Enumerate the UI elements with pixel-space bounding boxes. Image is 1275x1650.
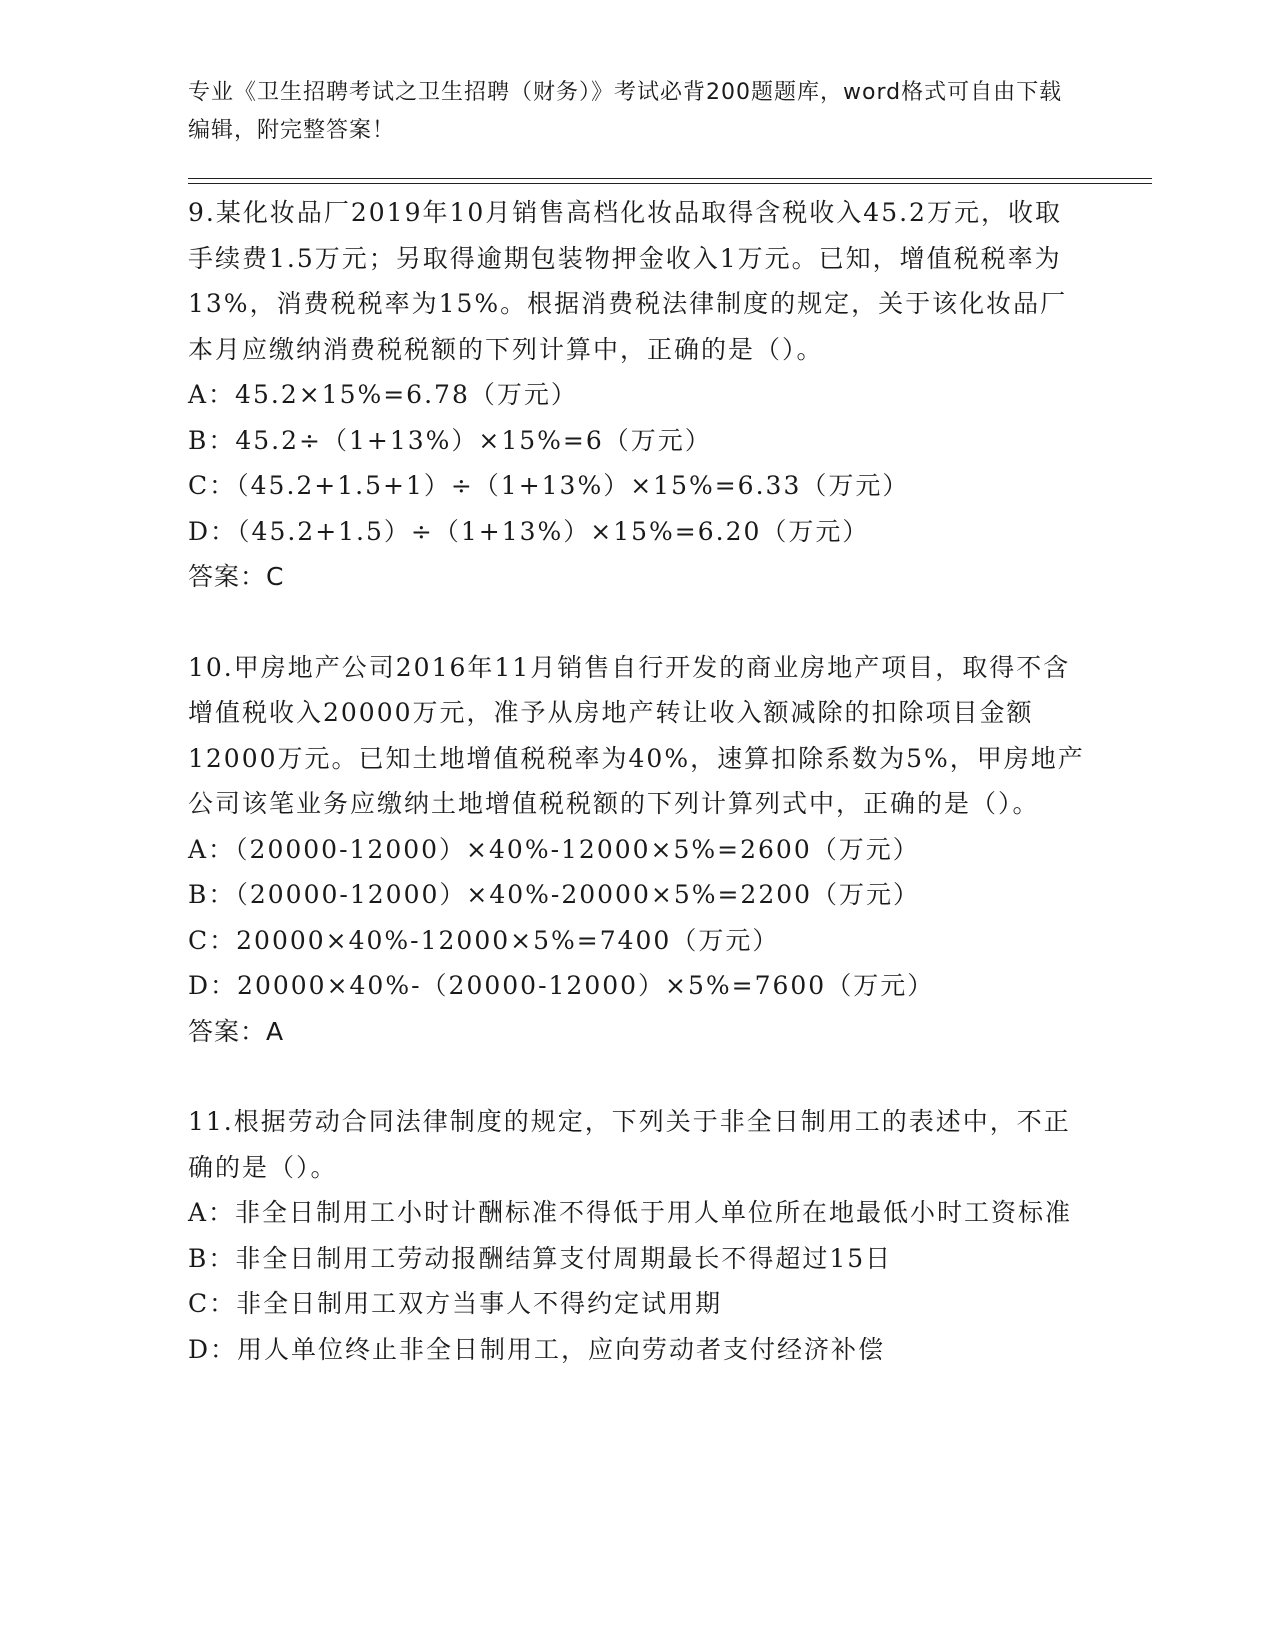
option-c: C：20000×40%-12000×5%=7400（万元） — [188, 925, 780, 955]
option-b: B：45.2÷（1+13%）×15%=6（万元） — [188, 425, 712, 455]
answer: 答案：A — [188, 1016, 285, 1046]
question-list — [188, 190, 1088, 1417]
header-divider — [188, 178, 1152, 179]
header-divider-secondary — [188, 183, 1152, 184]
question-text: 10.甲房地产公司2016年11月销售自行开发的商业房地产项目，取得不含增值税收入20000万元，准予从房地产转让收入额减除的扣除项目金额12000万元。已知土地增值税税率为40%，速算扣除系数为5%，甲房地产公司该笔业务应缴纳土地增值税税额的下列计算列式中，正确的是（）。 — [188, 652, 1085, 818]
question-text: 9.某化妆品厂2019年10月销售高档化妆品取得含税收入45.2万元，收取手续费1.5万元；另取得逾期包装物押金收入1万元。已知，增值税税率为13%，消费税税率为15%。根据消费税法律制度的规定，关于该化妆品厂本月应缴纳消费税税额的下列计算中，正确的是（）。 — [188, 198, 1068, 364]
option-a: A：非全日制用工小时计酬标准不得低于用人单位所在地最低小时工资标准 — [188, 1198, 1073, 1227]
option-c: C：非全日制用工双方当事人不得约定试用期 — [188, 1289, 723, 1318]
option-a: A：（20000-12000）×40%-12000×5%=2600（万元） — [188, 834, 920, 864]
question-text: 11.根据劳动合同法律制度的规定，下列关于非全日制用工的表述中，不正确的是（）。 — [188, 1107, 1071, 1182]
question-9 — [188, 190, 1088, 600]
option-d: D：（45.2+1.5）÷（1+13%）×15%=6.20（万元） — [188, 516, 870, 546]
option-a: A：45.2×15%=6.78（万元） — [188, 380, 578, 409]
option-d: D：20000×40%-（20000-12000）×5%=7600（万元） — [188, 971, 935, 1000]
option-b: B：非全日制用工劳动报酬结算支付周期最长不得超过15日 — [188, 1243, 893, 1273]
document-header: 专业《卫生招聘考试之卫生招聘（财务）》考试必背200题题库，word格式可自由下载编辑，附完整答案！ — [188, 80, 1063, 143]
option-b: B：（20000-12000）×40%-20000×5%=2200（万元） — [188, 880, 921, 909]
question-11 — [188, 1099, 1088, 1372]
option-d: D：用人单位终止非全日制用工，应向劳动者支付经济补偿 — [188, 1334, 886, 1364]
option-c: C：（45.2+1.5+1）÷（1+13%）×15%=6.33（万元） — [188, 471, 910, 500]
question-10 — [188, 645, 1088, 1055]
answer: 答案：C — [188, 562, 285, 591]
